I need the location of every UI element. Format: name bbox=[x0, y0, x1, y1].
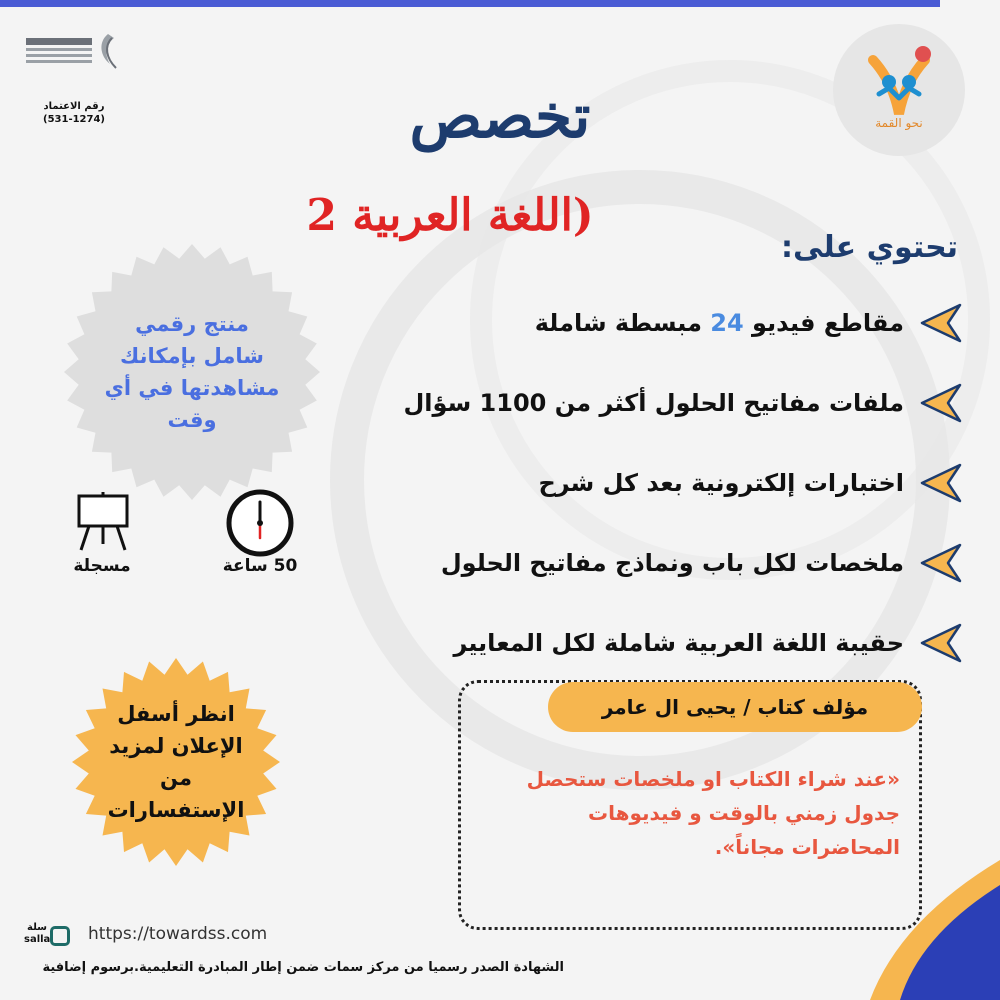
arrow-icon bbox=[918, 301, 962, 345]
salla-box bbox=[50, 926, 70, 946]
presentation-board-icon bbox=[75, 492, 131, 552]
arrow-icon bbox=[918, 461, 962, 505]
semat-logo-icon bbox=[24, 28, 124, 78]
feature-text: حقيبة اللغة العربية شاملة لكل المعايير bbox=[453, 629, 904, 657]
accreditation-number: (531-1274) bbox=[43, 114, 105, 125]
top-accent-bar bbox=[0, 0, 940, 7]
feature-text: مقاطع فيديو 24 مبسطة شاملة bbox=[534, 309, 904, 337]
accreditation bbox=[24, 100, 124, 126]
author-label: مؤلف كتاب / يحيى ال عامر bbox=[548, 682, 922, 732]
website-link[interactable]: https://towardss.com bbox=[88, 924, 268, 944]
accreditation-label: رقم الاعتماد bbox=[43, 101, 105, 112]
towards-summit-logo-icon bbox=[833, 24, 965, 156]
arrow-icon bbox=[918, 381, 962, 425]
contents-heading: تحتوي على: bbox=[781, 230, 958, 265]
hours-label: 50 ساعة bbox=[222, 556, 298, 576]
salla-logo-icon bbox=[24, 922, 82, 950]
badge-text: منتج رقمي شامل بإمكانك مشاهدتها في أي وقت bbox=[104, 312, 280, 432]
feature-text: ملخصات لكل باب ونماذج مفاتيح الحلول bbox=[440, 549, 904, 577]
list-item bbox=[362, 603, 962, 683]
salla-text: سلة salla bbox=[24, 922, 51, 945]
page-title: تخصص bbox=[409, 82, 591, 152]
footer-note: الشهادة الصدر رسميا من مركز سمات ضمن إطار المبادرة التعليمية.برسوم إضافية bbox=[42, 960, 564, 975]
list-item bbox=[362, 283, 962, 363]
feature-number: 24 bbox=[710, 309, 744, 337]
feature-text: ملفات مفاتيح الحلول أكثر من 1100 سؤال bbox=[403, 389, 904, 417]
clock-icon bbox=[225, 488, 295, 558]
list-item bbox=[362, 363, 962, 443]
logo-right-text: نحو القمة bbox=[875, 116, 923, 130]
recorded-label: مسجلة bbox=[73, 556, 131, 576]
list-item bbox=[362, 443, 962, 523]
arrow-icon bbox=[918, 541, 962, 585]
feature-list bbox=[362, 283, 962, 683]
offer-note: «عند شراء الكتاب او ملخصات ستحصل جدول زمني بالوقت و فيديوهات المحاضرات مجاناً». bbox=[526, 767, 900, 859]
feature-text: اختبارات إلكترونية بعد كل شرح bbox=[538, 469, 904, 497]
promo-text: انظر أسفل الإعلان لمزيد من الإستفسارات bbox=[107, 702, 245, 822]
arrow-icon bbox=[918, 621, 962, 665]
page-subtitle: (اللغة العربية 2 bbox=[306, 190, 594, 241]
list-item bbox=[362, 523, 962, 603]
